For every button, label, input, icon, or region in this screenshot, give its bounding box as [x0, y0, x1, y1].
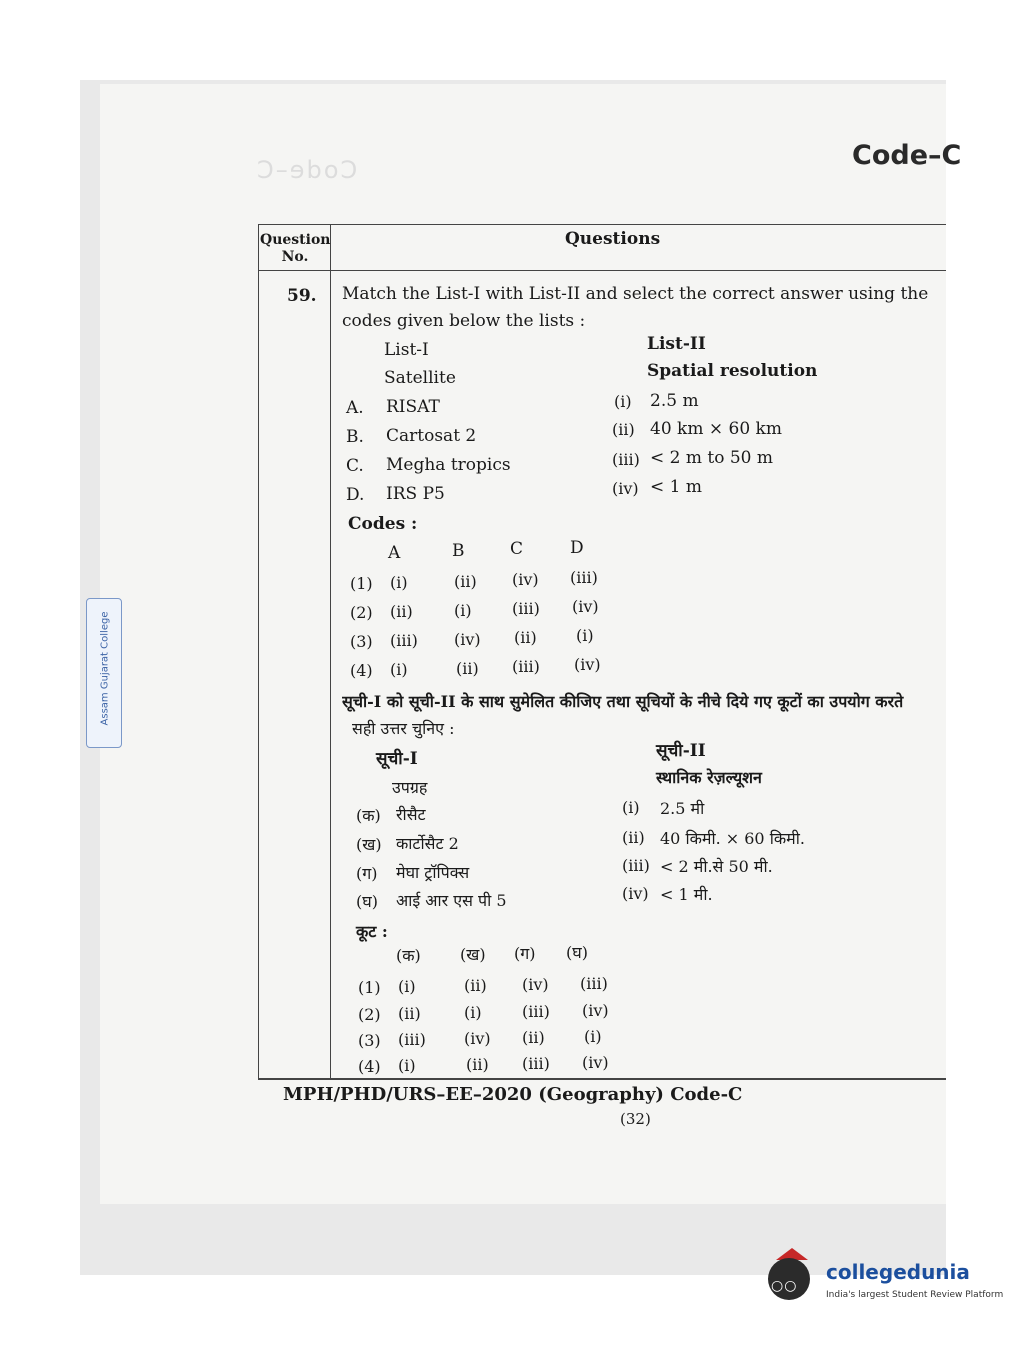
hi-option-value: (ii) — [522, 1028, 545, 1047]
list2-key: (ii) — [612, 420, 635, 439]
list2-key: (iv) — [612, 479, 639, 498]
hi-option-number: (4) — [358, 1057, 381, 1076]
option-value: (iv) — [454, 630, 481, 649]
question-text-en-cont: codes given below the lists : — [342, 311, 586, 331]
option-value: (i) — [390, 573, 408, 592]
question-text-hi-cont: सही उत्तर चुनिए : — [352, 719, 455, 738]
stamp-text: Assam Gujarat College — [99, 611, 111, 726]
option-value: (i) — [454, 601, 472, 620]
hi-list2-item: < 2 मी.से 50 मी. — [660, 857, 773, 876]
code-head: A — [388, 543, 401, 563]
hi-list1-title: सूची-I — [376, 749, 418, 769]
hi-option-value: (iii) — [522, 1002, 550, 1021]
hi-list1-subtitle: उपग्रह — [392, 778, 428, 797]
hi-list1-item: कार्टोसैट 2 — [396, 834, 459, 853]
table-border — [258, 270, 946, 271]
hi-code-head: (क) — [396, 946, 421, 965]
option-value: (iii) — [512, 599, 540, 618]
exam-footer: MPH/PHD/URS–EE–2020 (Geography) Code-C — [283, 1084, 743, 1105]
hi-option-value: (iii) — [580, 974, 608, 993]
list2-subtitle: Spatial resolution — [647, 361, 818, 381]
table-border — [330, 224, 331, 1078]
hi-codes-label: कूट : — [356, 922, 388, 941]
option-value: (ii) — [514, 628, 537, 647]
option-value: (ii) — [390, 602, 413, 621]
question-number: 59. — [287, 286, 317, 306]
hi-option-value: (ii) — [398, 1004, 421, 1023]
table-border — [258, 1078, 946, 1080]
hi-list2-item: 40 किमी. × 60 किमी. — [660, 829, 805, 848]
list2-item: < 1 m — [650, 477, 702, 497]
list1-item: Cartosat 2 — [386, 426, 477, 446]
hi-list2-item: < 1 मी. — [660, 885, 713, 904]
hi-list1-key: (क) — [356, 806, 381, 825]
hi-list2-key: (iii) — [622, 856, 650, 875]
option-value: (iii) — [390, 631, 418, 650]
option-number: (4) — [350, 661, 373, 680]
table-border — [258, 224, 259, 1078]
option-number: (1) — [350, 574, 373, 593]
hi-list2-key: (i) — [622, 798, 640, 817]
hi-list2-title: सूची-II — [656, 741, 706, 761]
list1-key: D. — [346, 485, 365, 505]
hi-list2-key: (ii) — [622, 828, 645, 847]
hi-list2-key: (iv) — [622, 884, 649, 903]
hi-option-number: (1) — [358, 978, 381, 997]
hi-option-value: (iv) — [522, 975, 549, 994]
hi-code-head: (ग) — [514, 944, 536, 963]
hi-option-value: (ii) — [466, 1055, 489, 1074]
hi-option-value: (i) — [584, 1027, 602, 1046]
hi-list1-key: (ख) — [356, 835, 382, 854]
option-number: (3) — [350, 632, 373, 651]
glasses-icon: ○○ — [771, 1278, 798, 1294]
hi-option-value: (iv) — [582, 1053, 609, 1072]
code-head: D — [570, 538, 584, 558]
question-text-hi: सूची-I को सूची-II के साथ सुमेलित कीजिए तथा सूचियों के नीचे दिये गए कूटों का उपयोग करते — [342, 692, 904, 711]
hi-list2-subtitle: स्थानिक रेज़ल्यूशन — [656, 768, 762, 787]
option-value: (ii) — [456, 659, 479, 678]
page-code-header: Code–C — [852, 140, 962, 171]
table-border — [258, 224, 946, 225]
list1-item: IRS P5 — [386, 484, 445, 504]
bleed-through-text: Code–C — [255, 156, 358, 184]
option-value: (iv) — [574, 655, 601, 674]
hi-option-value: (i) — [398, 1056, 416, 1075]
hi-list1-item: रीसैट — [396, 805, 426, 824]
logo-tagline: India's largest Student Review Platform — [826, 1290, 1004, 1300]
hi-option-value: (i) — [398, 977, 416, 996]
list1-key: C. — [346, 456, 364, 476]
hi-option-value: (i) — [464, 1003, 482, 1022]
hi-list1-item: मेघा ट्रॉपिक्स — [396, 863, 470, 882]
hi-list2-item: 2.5 मी — [660, 799, 705, 818]
column-header-question-no: Question No. — [260, 232, 331, 265]
code-head: B — [452, 541, 465, 561]
question-text-en: Match the List-I with List-II and select the correct answer using the — [342, 284, 929, 304]
hi-list1-key: (ग) — [356, 864, 378, 883]
option-value: (ii) — [454, 572, 477, 591]
hi-option-number: (2) — [358, 1005, 381, 1024]
list2-item: 2.5 m — [650, 391, 699, 411]
hi-list1-item: आई आर एस पी 5 — [396, 891, 507, 910]
list2-item: < 2 m to 50 m — [650, 448, 774, 468]
option-number: (2) — [350, 603, 373, 622]
column-header-questions: Questions — [565, 229, 661, 249]
option-value: (i) — [576, 626, 594, 645]
list2-item: 40 km × 60 km — [650, 419, 782, 439]
option-value: (iii) — [570, 568, 598, 587]
hi-list1-key: (घ) — [356, 892, 378, 911]
hi-option-value: (iv) — [582, 1001, 609, 1020]
option-value: (i) — [390, 660, 408, 679]
hi-option-value: (iii) — [398, 1030, 426, 1049]
hi-option-value: (iv) — [464, 1029, 491, 1048]
hi-option-value: (ii) — [464, 976, 487, 995]
logo-name: collegedunia — [826, 1260, 970, 1284]
list2-title: List-II — [647, 334, 706, 354]
hi-option-number: (3) — [358, 1031, 381, 1050]
list1-key: B. — [346, 427, 364, 447]
codes-label: Codes : — [348, 514, 418, 534]
list2-key: (iii) — [612, 450, 640, 469]
option-value: (iii) — [512, 657, 540, 676]
list2-key: (i) — [614, 392, 632, 411]
page-number: (32) — [620, 1110, 651, 1128]
option-value: (iv) — [512, 570, 539, 589]
list1-item: RISAT — [386, 397, 440, 417]
library-stamp — [86, 598, 122, 748]
code-head: C — [510, 539, 524, 559]
list1-item: Megha tropics — [386, 455, 511, 475]
hi-code-head: (ख) — [460, 945, 486, 964]
option-value: (iv) — [572, 597, 599, 616]
mascot-icon — [768, 1258, 810, 1300]
list1-subtitle: Satellite — [384, 368, 456, 388]
hi-code-head: (घ) — [566, 943, 588, 962]
list1-key: A. — [346, 398, 364, 418]
list1-title: List-I — [384, 340, 429, 360]
hi-option-value: (iii) — [522, 1054, 550, 1073]
